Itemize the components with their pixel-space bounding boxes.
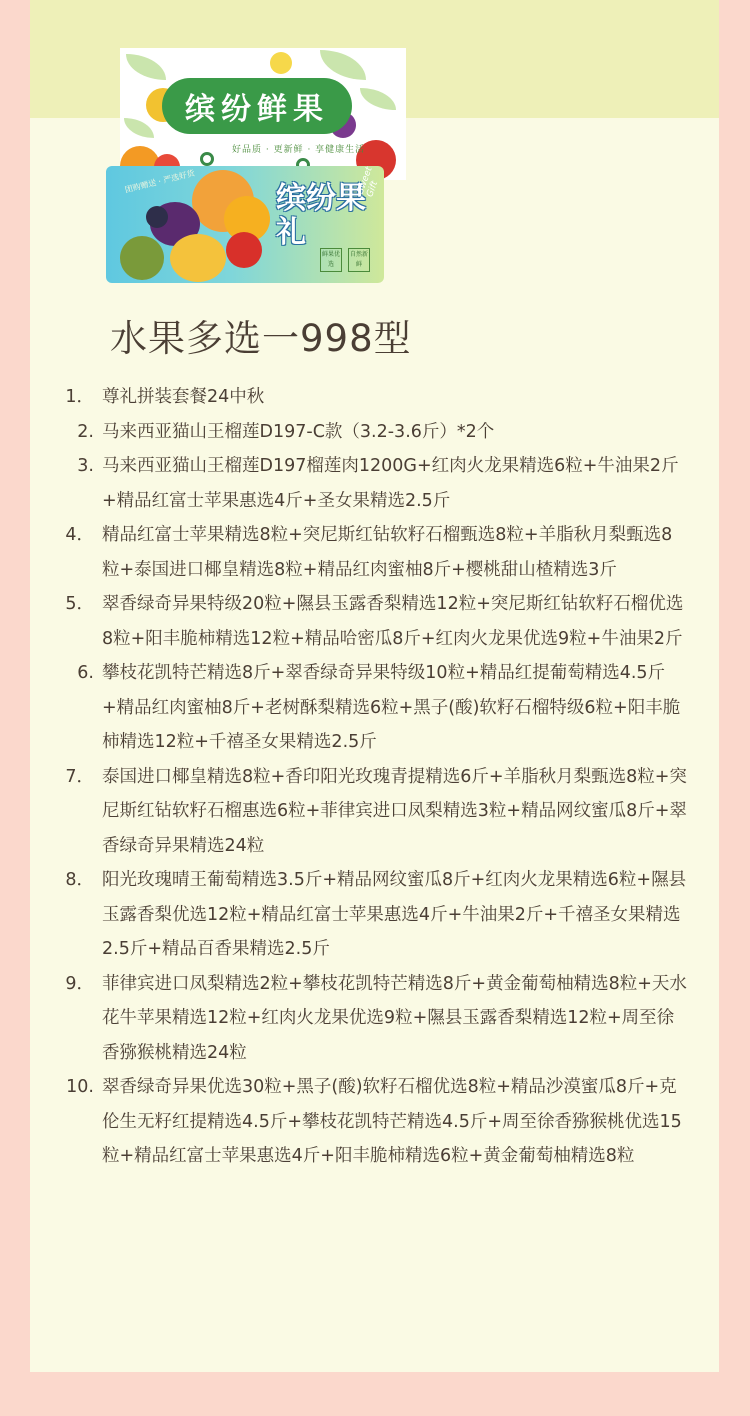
card2-badge: 鲜果优选	[320, 248, 342, 272]
item-text: 泰国进口椰皇精选8粒+香印阳光玫瑰青提精选6斤+羊脂秋月梨甄选8粒+突尼斯红钻软籽石榴惠选6粒+菲律宾进口凤梨精选3粒+精品网纹蜜瓜8斤+翠香绿奇异果精选24粒	[102, 766, 687, 856]
item-text: 翠香绿奇异果优选30粒+黑子(酸)软籽石榴优选8粒+精品沙漠蜜瓜8斤+克伦生无籽红提精选4.5斤+攀枝花凯特芒精选4.5斤+周至徐香猕猴桃优选15粒+精品红富士苹果惠选4斤+阳丰脆柿精选6粒+黄金葡萄柚精选8粒	[102, 1077, 682, 1166]
item-text: 翠香绿奇异果特级20粒+隰县玉露香梨精选12粒+突尼斯红钻软籽石榴优选8粒+阳丰脆柿精选12粒+精品哈密瓜8斤+红肉火龙果优选9粒+牛油果2斤	[102, 594, 684, 649]
item-text: 马来西亚猫山王榴莲D197-C款（3.2-3.6斤）*2个	[102, 421, 495, 442]
list-item	[30, 415, 719, 450]
content-panel	[30, 0, 719, 1372]
item-number: 3.	[77, 456, 94, 476]
fruit-gift-card-image	[106, 166, 384, 283]
item-number: 8．	[65, 870, 94, 890]
leaf-decoration	[360, 88, 396, 110]
list-item	[30, 863, 719, 967]
item-number: 1．	[65, 387, 94, 407]
list-item	[30, 656, 719, 760]
item-number: 6.	[77, 663, 94, 683]
strawberry-icon	[226, 232, 262, 268]
card2-tagline: 团购赠送 · 严选好货	[123, 168, 196, 195]
ring-decoration	[200, 152, 214, 166]
item-number: 2.	[77, 421, 94, 442]
lemon-icon	[270, 52, 292, 74]
list-item	[30, 449, 719, 518]
card2-script-text: Sweet Gift	[355, 166, 381, 199]
card2-badge: 自然新鲜	[348, 248, 370, 272]
item-text: 菲律宾进口凤梨精选2粒+攀枝花凯特芒精选8斤+黄金葡萄柚精选8粒+天水花牛苹果精选12粒+红肉火龙果优选9粒+隰县玉露香梨精选12粒+周至徐香猕猴桃精选24粒	[102, 973, 687, 1063]
list-item	[30, 518, 719, 587]
list-item	[30, 587, 719, 656]
blackberry-icon	[146, 206, 168, 228]
leaf-decoration	[124, 118, 154, 138]
card2-title: 缤纷果礼	[276, 181, 366, 250]
package-list	[30, 380, 719, 1174]
item-text: 阳光玫瑰晴王葡萄精选3.5斤+精品网纹蜜瓜8斤+红肉火龙果精选6粒+隰县玉露香梨优选12粒+精品红富士苹果惠选4斤+牛油果2斤+千禧圣女果精选2.5斤+精品百香果精选2.5斤	[102, 870, 687, 959]
item-text: 攀枝花凯特芒精选8斤+翠香绿奇异果特级10粒+精品红提葡萄精选4.5斤+精品红肉蜜柚8斤+老树酥梨精选6粒+黑子(酸)软籽石榴特级6粒+阳丰脆柿精选12粒+千禧圣女果精选2.5斤	[102, 663, 681, 752]
item-text: 尊礼拼装套餐24中秋	[102, 387, 265, 407]
card1-title: 缤纷鲜果	[162, 78, 352, 134]
item-number: 9．	[65, 973, 94, 994]
item-number: 5．	[65, 594, 94, 614]
item-text: 马来西亚猫山王榴莲D197榴莲肉1200G+红肉火龙果精选6粒+牛油果2斤+精品红富士苹果惠选4斤+圣女果精选2.5斤	[102, 456, 679, 511]
list-item	[30, 760, 719, 864]
list-item	[30, 380, 719, 415]
leaf-decoration	[320, 50, 366, 80]
fresh-fruit-card-image	[120, 48, 406, 180]
page-title: 水果多选一998型	[110, 317, 412, 360]
card1-subtitle: 好品质 · 更新鲜 · 享健康生活	[232, 145, 366, 155]
leaf-decoration	[126, 54, 166, 80]
item-number: 4．	[65, 525, 94, 545]
item-text: 精品红富士苹果精选8粒+突尼斯红钻软籽石榴甄选8粒+羊脂秋月梨甄选8粒+泰国进口椰皇精选8粒+精品红肉蜜柚8斤+樱桃甜山楂精选3斤	[102, 525, 673, 580]
mango-icon	[170, 234, 226, 282]
kiwi-icon	[120, 236, 164, 280]
list-item	[30, 967, 719, 1071]
list-item	[30, 1070, 719, 1174]
item-number: 7．	[65, 766, 94, 787]
item-number: 10.	[66, 1077, 94, 1097]
